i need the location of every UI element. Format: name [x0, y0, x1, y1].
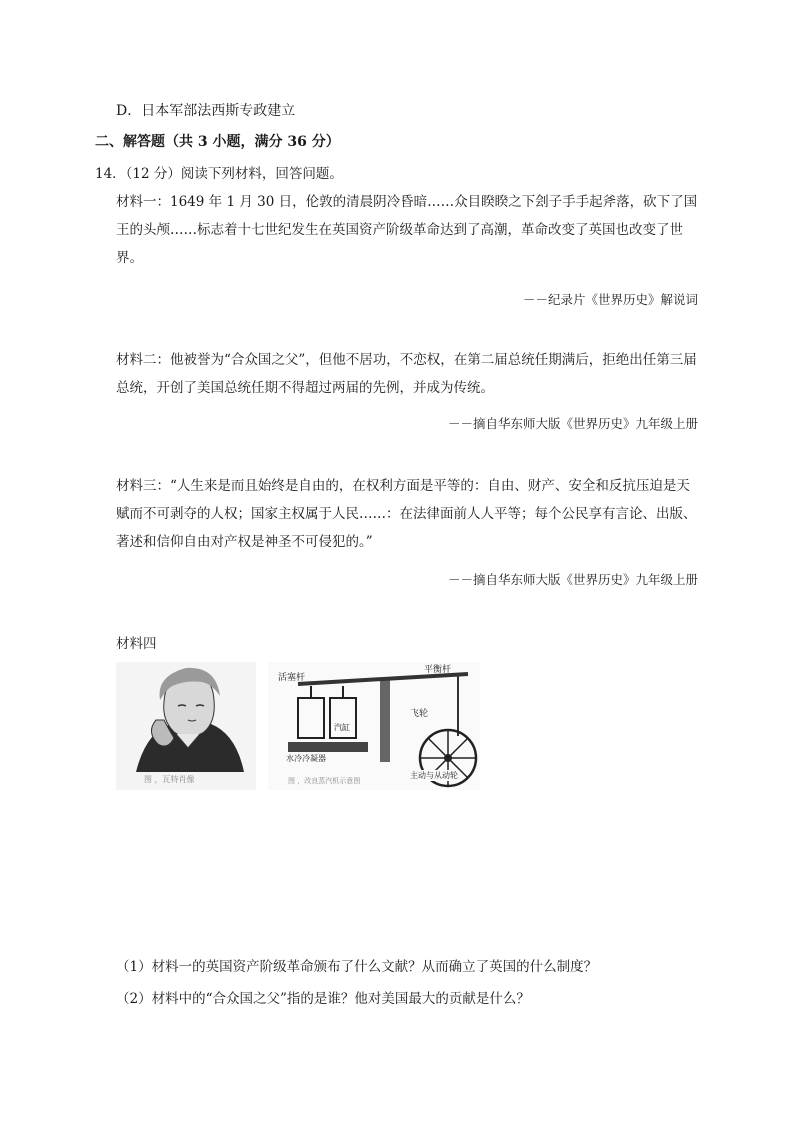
steam-engine-caption: 图 ，改良蒸汽机示意图: [288, 777, 361, 785]
question-14-header: 14．（12 分）阅读下列材料，回答问题。: [95, 166, 343, 182]
material-2-source: －－摘自华东师大版《世界历史》九年级上册: [447, 416, 698, 431]
material-2-text: 材料二：他被誉为“合众国之父”，但他不居功，不恋权，在第二届总统任期满后，拒绝出任第三届总统，开创了美国总统任期不得超过两届的先例，并成为传统。: [116, 352, 697, 396]
material-1-source: －－纪录片《世界历史》解说词: [522, 292, 698, 307]
label-piston-rod: 活塞杆: [278, 673, 306, 683]
label-condenser: 水冷冷凝器: [286, 754, 326, 763]
label-flywheel: 飞轮: [410, 709, 429, 719]
section-title: 二、解答题（共 3 小题，满分 36 分）: [95, 134, 340, 150]
sub-question-1: （1）材料一的英国资产阶级革命颁布了什么文献？从而确立了英国的什么制度？: [116, 959, 598, 975]
material-4-label: 材料四: [116, 636, 157, 652]
option-d: D．日本军部法西斯专政建立: [116, 103, 296, 119]
portrait-image: [116, 662, 256, 790]
label-gears: 主动与从动轮: [410, 771, 458, 780]
watt-portrait-figure: [116, 662, 256, 790]
steam-engine-figure: [268, 662, 480, 790]
label-balance-bar: 平衡杆: [424, 665, 452, 675]
material-3-source: －－摘自华东师大版《世界历史》九年级上册: [447, 572, 698, 587]
material-3-text: 材料三：“人生来是而且始终是自由的，在权利方面是平等的：自由、财产、安全和反抗压迫是天赋而不可剥夺的人权；国家主权属于人民……：在法律面前人人平等；每个公民享有言论、出版、著述和信仰自由对产权是神圣不可侵犯的。”: [116, 478, 697, 550]
portrait-caption: 图 ，瓦特肖像: [144, 775, 195, 784]
sub-question-2: （2）材料中的“合众国之父”指的是谁？他对美国最大的贡献是什么？: [116, 991, 530, 1007]
label-cylinder: 汽缸: [334, 723, 350, 732]
material-1-text: 材料一：1649 年 1 月 30 日，伦敦的清晨阴冷昏暗……众目睽睽之下刽子手手起斧落，砍下了国王的头颅……标志着十七世纪发生在英国资产阶级革命达到了高潮，革命改变了英国也改变了世界。: [116, 194, 698, 266]
